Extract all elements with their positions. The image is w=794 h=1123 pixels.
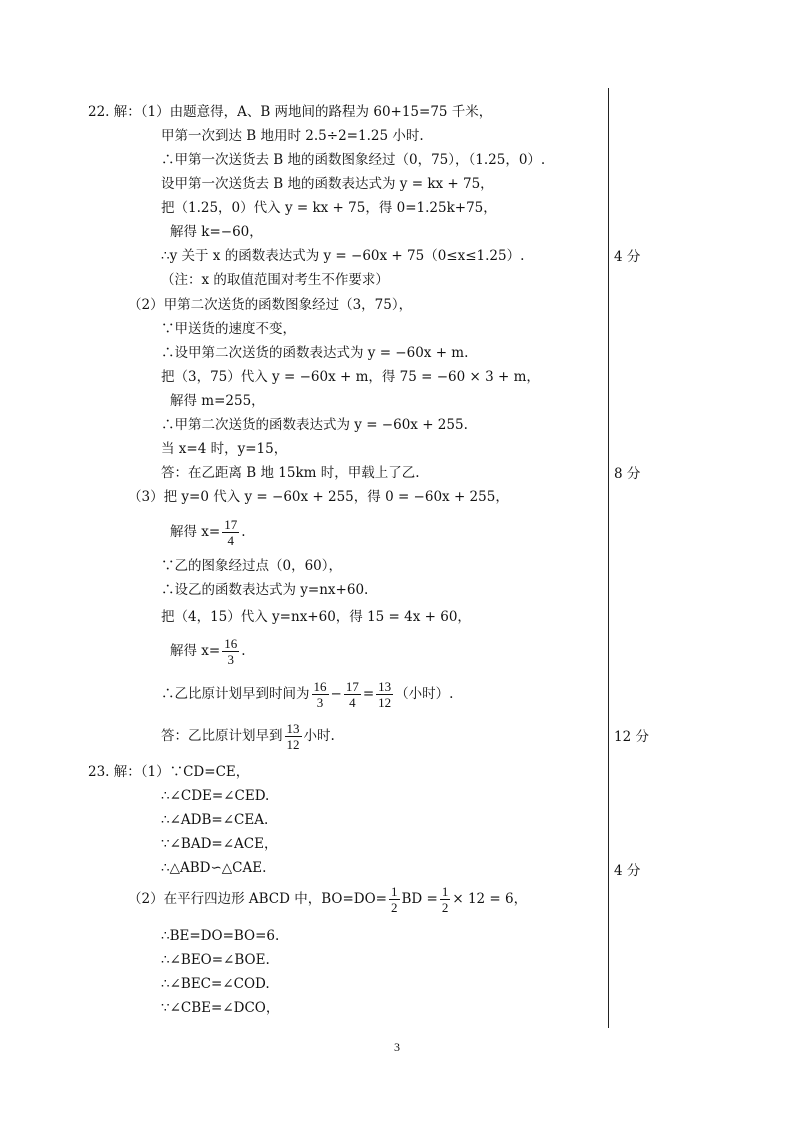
q22-part2-line-5: 解得 m=255， [170,393,265,409]
score-q22-part2: 8 分 [614,466,641,482]
page-number: 3 [394,1040,400,1054]
fraction-1-over-2 [440,884,451,915]
q23-line-4: ∵∠BAD=∠ACE， [161,836,278,852]
q22-part2-line-6: ∴甲第二次送货的函数表达式为 y = −60x + 255. [161,417,468,433]
fraction-17-over-4 [344,679,361,710]
q22-line-2: 甲第一次到达 B 地用时 2.5÷2=1.25 小时. [161,128,424,144]
fraction-denominator: 12 [286,737,300,752]
q22-part2-answer: 答：在乙距离 B 地 15km 时，甲载上了乙. [161,465,420,481]
fraction-numerator: 16 [313,679,327,694]
q23-part2-line-4: ∴∠BEC=∠COD. [161,976,270,992]
fraction-13-over-12 [285,721,302,752]
q22-part3-line-6-pre: 解得 x= [170,643,221,659]
q22-part2-line-2: ∵甲送货的速度不变， [161,321,296,337]
equals-sign: = [362,686,375,702]
q22-part3-line-7-post: （小时）. [395,686,454,702]
q22-part3-answer-pre: 答：乙比原计划早到 [161,728,283,744]
fraction-denominator: 4 [227,533,234,548]
fraction-16-over-3 [312,679,329,710]
fraction-numerator: 16 [224,636,238,651]
q22-part3-line-5: 把（4，15）代入 y=nx+60，得 15 = 4x + 60， [161,609,471,625]
q22-part3-line-2-post: . [241,524,246,540]
fraction-16-over-3 [222,636,239,667]
q22-part3-line-6 [170,634,246,668]
fraction-1-over-2 [389,884,400,915]
q22-line-1: 22. 解：（1）由题意得，A、B 两地间的路程为 60+15=75 千米， [88,104,493,120]
score-q22-part3: 12 分 [614,729,649,745]
fraction-numerator: 17 [224,517,238,532]
score-q23-part1: 4 分 [614,863,641,879]
q23-part2-line-2: ∴BE=DO=BO=6. [161,928,280,944]
q23-line-3: ∴∠ADB=∠CEA. [161,812,269,828]
q22-part3-line-2 [170,515,246,549]
fraction-13-over-12 [376,679,393,710]
q22-part2-line-3: ∴设甲第二次送货的函数表达式为 y = −60x + m. [161,345,469,361]
score-q22-part1: 4 分 [614,249,641,265]
fraction-denominator: 2 [391,900,398,915]
fraction-numerator: 13 [286,721,300,736]
q22-part3-answer-post: 小时. [303,728,335,744]
minus-sign: − [330,686,342,702]
q22-line-4: 设甲第一次送货去 B 地的函数表达式为 y = kx + 75， [161,176,494,192]
q23-part2-line-3: ∴∠BEO=∠BOE. [161,952,270,968]
fraction-denominator: 4 [349,695,356,710]
q22-note: （注：x 的取值范围对考生不作要求） [161,272,389,288]
q22-part3-line-7-pre: ∴乙比原计划早到时间为 [161,686,310,702]
fraction-numerator: 13 [378,679,392,694]
q23-part2-line-5: ∵∠CBE=∠DCO， [161,1000,280,1016]
q23-line-2: ∴∠CDE=∠CED. [161,788,270,804]
fraction-denominator: 12 [378,695,392,710]
score-column-divider [608,88,609,1028]
q22-part2-line-4: 把（3，75）代入 y = −60x + m，得 75 = −60 × 3 + m， [161,369,540,385]
q23-line-5: ∴△ABD∽△CAE. [161,860,267,876]
q22-part3-line-2-pre: 解得 x= [170,524,221,540]
q22-line-5: 把（1.25，0）代入 y = kx + 75，得 0=1.25k+75， [161,200,497,216]
q22-line-3: ∴甲第一次送货去 B 地的函数图象经过（0，75），（1.25，0）. [161,152,546,168]
fraction-denominator: 3 [227,652,234,667]
q22-part3-answer [161,719,335,753]
fraction-numerator: 1 [391,884,398,899]
q23-part2-line-1-post: × 12 = 6， [452,891,528,907]
fraction-17-over-4 [222,517,239,548]
fraction-denominator: 2 [441,900,449,915]
q22-part2-line-7: 当 x=4 时，y=15， [161,441,288,457]
q22-part3-line-1: （3）把 y=0 代入 y = −60x + 255，得 0 = −60x + 255， [128,489,509,505]
q23-line-1: 23. 解：（1）∵CD=CE， [88,764,250,780]
q23-part2-line-1 [128,882,527,916]
q23-part2-line-1-pre: （2）在平行四边形 ABCD 中，BO=DO= [128,891,387,907]
q22-line-7: ∴y 关于 x 的函数表达式为 y = −60x + 75（0≤x≤1.25）. [161,248,525,264]
q22-line-6: 解得 k=−60， [170,224,263,240]
q22-part3-line-4: ∴设乙的函数表达式为 y=nx+60. [161,582,369,598]
q22-part3-line-7 [161,677,453,711]
fraction-numerator: 17 [345,679,359,694]
q22-part2-line-1: （2）甲第二次送货的函数图象经过（3，75）， [128,297,413,313]
fraction-numerator: 1 [441,884,449,899]
q22-part3-line-3: ∵乙的图象经过点（0，60）， [161,558,343,574]
fraction-denominator: 3 [316,695,324,710]
q22-part3-line-6-post: . [241,643,246,659]
q23-part2-line-1-mid: BD = [401,891,438,907]
